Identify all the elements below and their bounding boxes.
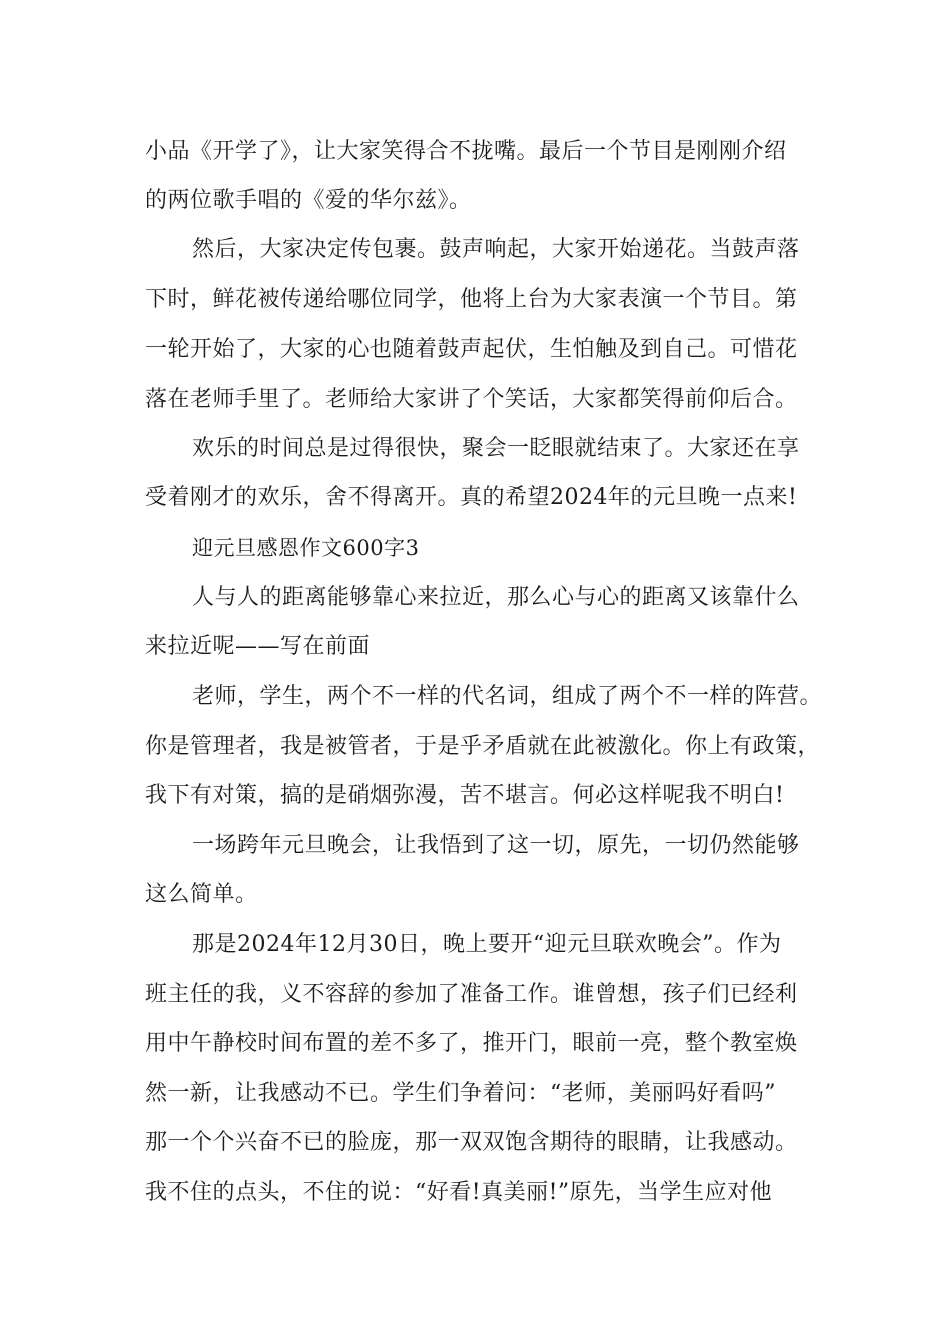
text-line: 落在老师手里了。老师给大家讲了个笑话，大家都笑得前仰后合。 bbox=[145, 387, 798, 412]
paragraph-start-line: 人与人的距离能够靠心来拉近，那么心与心的距离又该靠什么 bbox=[192, 585, 800, 610]
text-line: 下时，鲜花被传递给哪位同学，他将上台为大家表演一个节目。第 bbox=[145, 287, 798, 312]
paragraph-start-line: 一场跨年元旦晚会，让我悟到了这一切，原先，一切仍然能够 bbox=[192, 833, 800, 858]
text-line: 这么简单。 bbox=[145, 882, 258, 907]
text-line: 我不住的点头，不住的说：“好看!真美丽!”原先，当学生应对他 bbox=[145, 1180, 773, 1205]
text-line: 一轮开始了，大家的心也随着鼓声起伏，生怕触及到自己。可惜花 bbox=[145, 337, 798, 362]
text-line: 用中午静校时间布置的差不多了，推开门，眼前一亮，整个教室焕 bbox=[145, 1031, 798, 1056]
text-line: 的两位歌手唱的《爱的华尔兹》。 bbox=[145, 188, 472, 213]
text-line: 然一新，让我感动不已。学生们争着问：“老师，美丽吗好看吗” bbox=[145, 1081, 776, 1106]
text-line: 你是管理者，我是被管者，于是乎矛盾就在此被激化。你上有政策， bbox=[145, 734, 821, 759]
paragraph-start-line: 欢乐的时间总是过得很快，聚会一眨眼就结束了。大家还在享 bbox=[192, 436, 800, 461]
text-line: 我下有对策，搞的是硝烟弥漫，苦不堪言。何必这样呢我不明白! bbox=[145, 783, 785, 808]
text-line: 来拉近呢——写在前面 bbox=[145, 634, 371, 659]
text-line: 小品《开学了》，让大家笑得合不拢嘴。最后一个节目是刚刚介绍 bbox=[145, 139, 787, 164]
text-line: 受着刚才的欢乐，舍不得离开。真的希望2024年的元旦晚一点来! bbox=[145, 485, 798, 510]
paragraph-start-line: 老师，学生，两个不一样的代名词，组成了两个不一样的阵营。 bbox=[192, 684, 823, 709]
section-heading: 迎元旦感恩作文600字3 bbox=[192, 536, 420, 560]
paragraph-start-line: 然后，大家决定传包裹。鼓声响起，大家开始递花。当鼓声落 bbox=[192, 237, 800, 262]
text-line: 那一个个兴奋不已的脸庞，那一双双饱含期待的眼睛，让我感动。 bbox=[145, 1130, 798, 1155]
text-line: 班主任的我，义不容辞的参加了准备工作。谁曾想，孩子们已经利 bbox=[145, 982, 798, 1007]
paragraph-start-line: 那是2024年12月30日，晚上要开“迎元旦联欢晚会”。作为 bbox=[192, 932, 782, 957]
